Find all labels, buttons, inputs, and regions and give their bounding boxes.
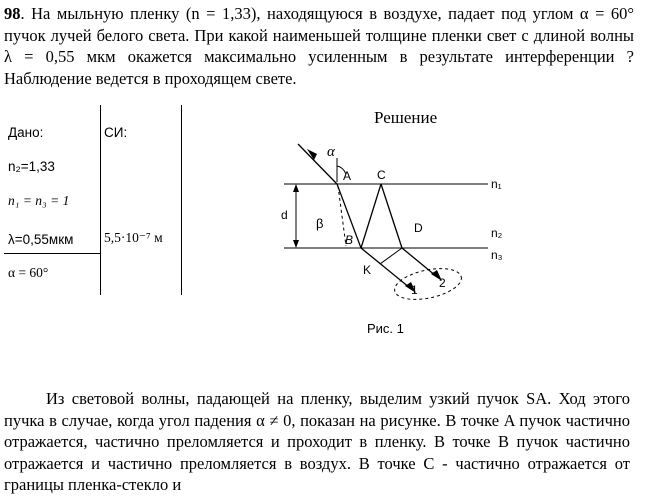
given-divider-horizontal xyxy=(4,253,100,254)
label-d: d xyxy=(281,208,288,222)
thickness-arrow-head-top xyxy=(293,184,299,192)
thickness-arrow-head-bottom xyxy=(293,240,299,248)
solution-title: Решение xyxy=(374,108,438,127)
label-beta: β xyxy=(316,216,324,231)
label-n3: n₃ xyxy=(491,248,503,262)
label-alpha: α xyxy=(327,144,335,160)
given-lambda: λ=0,55мкм xyxy=(8,232,74,247)
transmitted-ray-2 xyxy=(402,248,436,276)
given-divider-right xyxy=(181,105,182,295)
problem-text: . На мыльную пленку (n = 1,33), находящуюся в воздухе, падает под углом α = 60° пучок лучей белого света. При какой наименьшей толщине пленки свет с длиной волны λ = 0,55 мкм окажется максимально усиленным в результате интерференции ? Наблюдение ведется в проходящем свете. xyxy=(4,4,634,88)
wavefront-line-KD xyxy=(380,248,402,264)
label-K: K xyxy=(363,263,372,277)
given-table xyxy=(4,105,180,295)
problem-statement xyxy=(4,3,634,89)
given-n2: n₂=1,33 xyxy=(8,159,55,174)
label-ray-2: 2 xyxy=(439,276,446,290)
si-lambda: 5,5·10⁻⁷ м xyxy=(104,230,163,245)
label-ray-1: 1 xyxy=(411,283,418,297)
problem-number: 98 xyxy=(4,4,21,23)
figure-caption: Рис. 1 xyxy=(367,321,404,336)
given-divider-vertical xyxy=(100,105,101,295)
label-n1: n₁ xyxy=(491,177,502,191)
interference-diagram xyxy=(270,104,530,339)
label-D: D xyxy=(414,221,423,235)
label-A: A xyxy=(343,169,352,183)
reflected-ray-BC xyxy=(361,184,381,248)
label-n2: n₂ xyxy=(491,226,503,240)
reflected-ray-CD xyxy=(381,184,402,248)
solution-paragraph: Из световой волны, падающей на пленку, выделим узкий пучок SA. Ход этого пучка в случае, когда угол падения α ≠ 0, показан на рисунке. В точке A пучок частично отражается, частично преломляется и проходит в пленку. В точке B пучок частично отражается и частично преломляется в воздух. В точке C - частично отражается от границы пленка-стекло и xyxy=(4,389,630,494)
given-n1-n3: n₁ = n₃ = 1 xyxy=(8,193,70,208)
si-header: СИ: xyxy=(104,125,128,140)
solution-text xyxy=(4,388,630,496)
label-C: C xyxy=(377,168,386,182)
label-B: B xyxy=(345,233,354,247)
diagram-svg xyxy=(270,104,530,339)
rays-ellipse xyxy=(392,263,464,305)
given-header: Дано: xyxy=(8,125,44,140)
given-alpha: α = 60° xyxy=(8,265,49,280)
